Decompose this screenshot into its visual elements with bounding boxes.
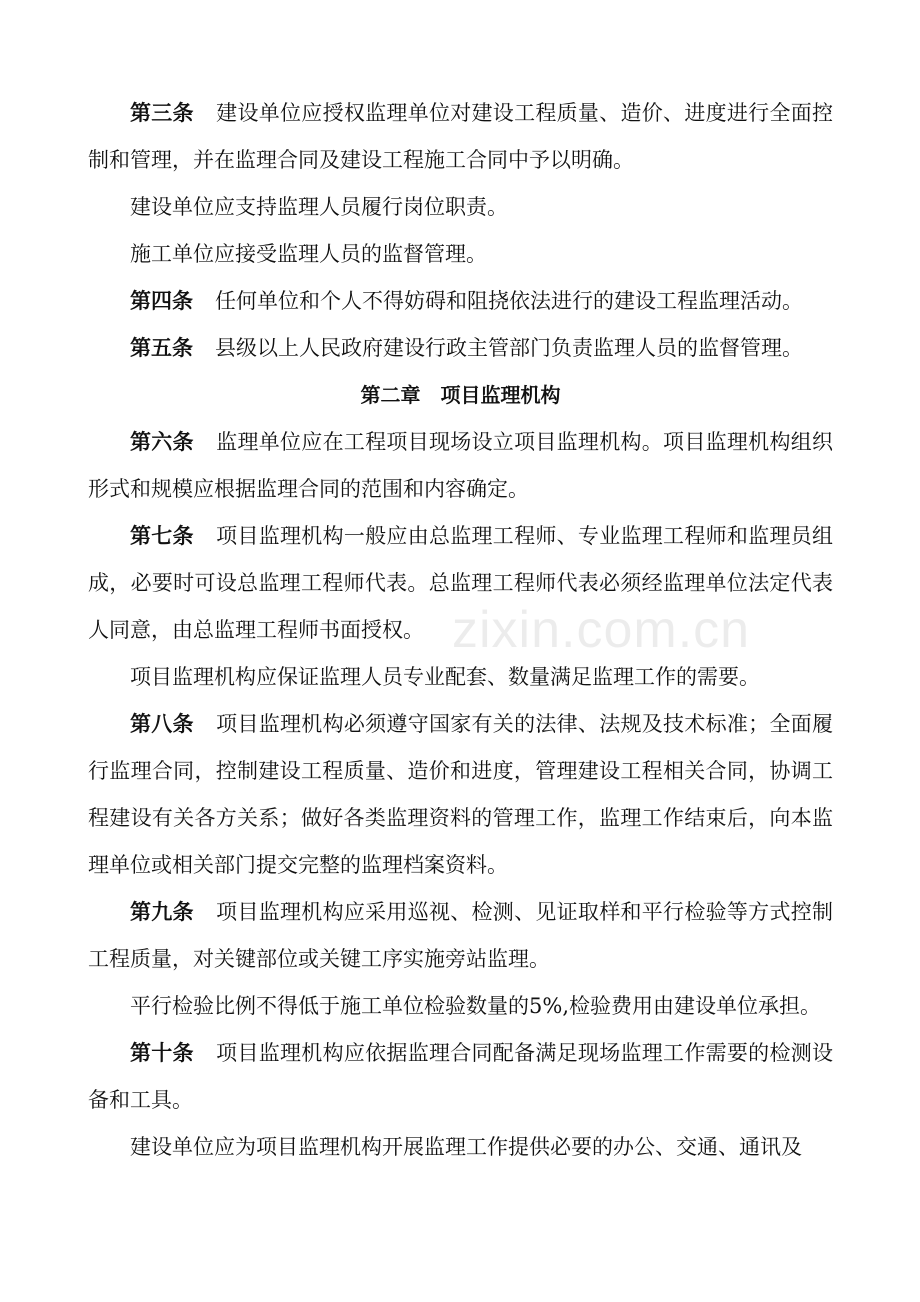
article-text: 任何单位和个人不得妨碍和阻挠依法进行的建设工程监理活动。 (215, 289, 804, 313)
article-text: 建设单位应授权监理单位对建设工程质量、造价、进度进行全面控制和管理，并在监理合同及建设工程施工合同中予以明确。 (88, 101, 834, 172)
article-text: 项目监理机构一般应由总监理工程师、专业监理工程师和监理员组成，必要时可设总监理工程师代表。总监理工程师代表必须经监理单位法定代表人同意，由总监理工程师书面授权。 (88, 524, 834, 642)
article-10 (88, 1030, 833, 1124)
paragraph-text: 项目监理机构应保证监理人员专业配套、数量满足监理工作的需要。 (130, 665, 760, 689)
article-label: 第十条 (130, 1041, 194, 1065)
article-text: 项目监理机构应采用巡视、检测、见证取样和平行检验等方式控制工程质量，对关键部位或关键工序实施旁站监理。 (88, 900, 834, 971)
article-text: 项目监理机构必须遵守国家有关的法律、法规及技术标准；全面履行监理合同，控制建设工程质量、造价和进度，管理建设工程相关合同，协调工程建设有关各方关系；做好各类监理资料的管理工作，监理工作结束后，向本监理单位或相关部门提交完整的监理档案资料。 (88, 712, 834, 877)
paragraph-text: 建设单位应为项目监理机构开展监理工作提供必要的办公、交通、通讯及 (130, 1135, 802, 1159)
paragraph (88, 1124, 833, 1171)
article-3 (88, 90, 833, 184)
article-text: 县级以上人民政府建设行政主管部门负责监理人员的监督管理。 (215, 336, 804, 360)
article-text: 监理单位应在工程项目现场设立项目监理机构。项目监理机构组织形式和规模应根据监理合同的范围和内容确定。 (88, 430, 834, 501)
paragraph (88, 654, 833, 701)
article-4 (88, 278, 833, 325)
article-label: 第五条 (130, 336, 193, 360)
article-6 (88, 419, 833, 513)
paragraph-text: 施工单位应接受监理人员的监督管理。 (130, 242, 487, 266)
article-8 (88, 701, 833, 889)
chapter-title: 项目监理机构 (440, 383, 561, 407)
article-label: 第四条 (130, 289, 193, 313)
paragraph (88, 983, 833, 1030)
article-5 (88, 325, 833, 372)
article-label: 第三条 (130, 101, 194, 125)
article-label: 第八条 (130, 712, 194, 736)
paragraph-text: 建设单位应支持监理人员履行岗位职责。 (130, 195, 508, 219)
paragraph-text: 平行检验比例不得低于施工单位检验数量的5%,检验费用由建设单位承担。 (130, 994, 821, 1018)
article-label: 第七条 (130, 524, 194, 548)
paragraph (88, 231, 833, 278)
chapter-number: 第二章 (360, 383, 421, 407)
watermark: zixin.com.cn (452, 601, 751, 659)
chapter-heading (88, 372, 833, 419)
article-text: 项目监理机构应依据监理合同配备满足现场监理工作需要的检测设备和工具。 (88, 1041, 834, 1112)
paragraph (88, 184, 833, 231)
article-9 (88, 889, 833, 983)
article-label: 第九条 (130, 900, 194, 924)
article-label: 第六条 (130, 430, 194, 454)
